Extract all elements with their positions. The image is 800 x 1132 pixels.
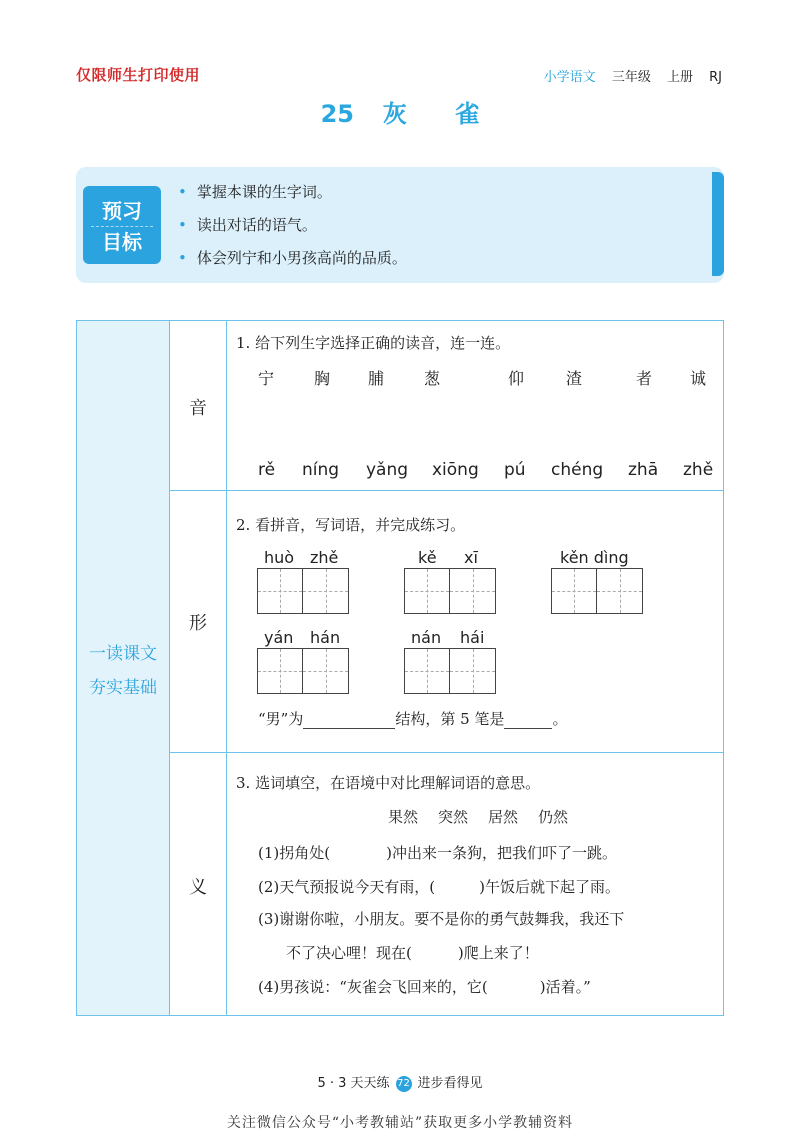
word-option: 果然 xyxy=(388,808,419,826)
word-option: 居然 xyxy=(488,808,519,826)
writing-grid[interactable] xyxy=(404,648,496,694)
q3-sentence-3-cont: 不了决心哩！现在( )爬上来了！ xyxy=(286,944,539,962)
print-notice: 仅限师生打印使用 xyxy=(76,66,201,84)
q1-char: 胸 xyxy=(314,369,331,388)
q1-pinyin: chéng xyxy=(551,460,604,480)
q2-pinyin: hán xyxy=(310,628,341,647)
q2-pinyin: xī xyxy=(464,548,478,567)
goal-item: • 读出对话的语气。 xyxy=(178,216,317,234)
q1-char: 脯 xyxy=(368,369,385,388)
volume-label: 上册 xyxy=(666,70,693,85)
question-2-prompt: 2. 看拼音，写词语，并完成练习。 xyxy=(236,516,466,534)
answer-blank[interactable] xyxy=(303,710,395,729)
page-number-badge: 72 xyxy=(396,1076,412,1092)
q1-pinyin: rě xyxy=(258,460,276,480)
footer-brand: 5 · 3 天天练 xyxy=(317,1076,390,1091)
q1-char: 渣 xyxy=(566,369,583,388)
q1-char: 者 xyxy=(636,369,653,388)
q1-pinyin: pú xyxy=(504,460,526,480)
q3-sentence-3: (3)谢谢你啦，小朋友。要不是你的勇气鼓舞我，我还下 xyxy=(258,910,625,928)
q3-sentence-2: (2)天气预报说今天有雨，( )午饭后就下起了雨。 xyxy=(258,878,620,896)
subject-label: 小学语文 xyxy=(543,70,596,85)
q2-pinyin: huò xyxy=(264,548,295,567)
q2-pinyin: kě xyxy=(418,548,437,567)
q3-sentence-4: (4)男孩说：“灰雀会飞回来的，它( )活着。” xyxy=(258,978,591,996)
q1-pinyin: yǎng xyxy=(366,460,409,480)
goal-item: • 掌握本课的生字词。 xyxy=(178,183,332,201)
writing-grid[interactable] xyxy=(404,568,496,614)
row-label-sound: 音 xyxy=(189,398,207,419)
goal-item: • 体会列宁和小男孩高尚的品质。 xyxy=(178,249,407,267)
badge-line-2: 目标 xyxy=(102,230,142,254)
lesson-title-char-2: 雀 xyxy=(455,100,480,128)
question-3-prompt: 3. 选词填空，在语境中对比理解词语的意思。 xyxy=(236,774,541,792)
badge-line-1: 预习 xyxy=(91,196,153,227)
q1-char: 宁 xyxy=(258,369,275,388)
row-divider xyxy=(170,752,724,753)
goals-side-tab xyxy=(712,172,724,276)
goal-list xyxy=(178,180,407,279)
writing-grid[interactable] xyxy=(257,648,349,694)
lesson-number: 25 xyxy=(320,100,354,128)
q2-pinyin: hái xyxy=(460,628,485,647)
q2-structure-question: “男”为 结构，第 5 笔是 。 xyxy=(258,710,568,728)
q2-pinyin: nán xyxy=(411,628,442,647)
bottom-note: 关注微信公众号“小考教辅站”获取更多小学教辅资料 xyxy=(226,1115,574,1131)
q3-sentence-1: (1)拐角处( )冲出来一条狗，把我们吓了一跳。 xyxy=(258,844,617,862)
q1-pinyin: zhě xyxy=(683,460,714,480)
footer-slogan: 进步看得见 xyxy=(417,1076,483,1091)
q1-char: 葱 xyxy=(424,369,441,388)
q1-char: 仰 xyxy=(508,369,525,388)
q2-pinyin: yán xyxy=(264,628,294,647)
word-option: 仍然 xyxy=(538,808,569,826)
q2-pinyin: kěn dìng xyxy=(560,548,629,567)
answer-blank[interactable] xyxy=(504,710,552,729)
preview-goals-badge xyxy=(83,186,161,264)
page-footer xyxy=(0,1072,800,1092)
writing-grid[interactable] xyxy=(551,568,643,614)
book-info xyxy=(544,66,722,85)
q2-pinyin: zhě xyxy=(310,548,339,567)
word-option: 突然 xyxy=(438,808,469,826)
question-1-prompt: 1. 给下列生字选择正确的读音，连一连。 xyxy=(236,334,511,352)
row-divider xyxy=(170,490,724,491)
writing-grid[interactable] xyxy=(257,568,349,614)
q1-char: 诚 xyxy=(690,369,707,388)
column-divider xyxy=(226,320,227,1016)
q1-pinyin: zhā xyxy=(628,460,659,480)
edition-label: RJ xyxy=(709,70,722,85)
lesson-title-char-1: 灰 xyxy=(382,100,407,128)
q1-pinyin: níng xyxy=(302,460,340,480)
lesson-title xyxy=(0,94,800,129)
section-label: 一读课文 夯实基础 xyxy=(89,644,157,698)
q1-pinyin: xiōng xyxy=(432,460,479,480)
row-label-form: 形 xyxy=(189,613,207,634)
grade-label: 三年级 xyxy=(611,70,651,85)
word-bank xyxy=(378,806,578,827)
row-label-meaning: 义 xyxy=(189,877,207,898)
